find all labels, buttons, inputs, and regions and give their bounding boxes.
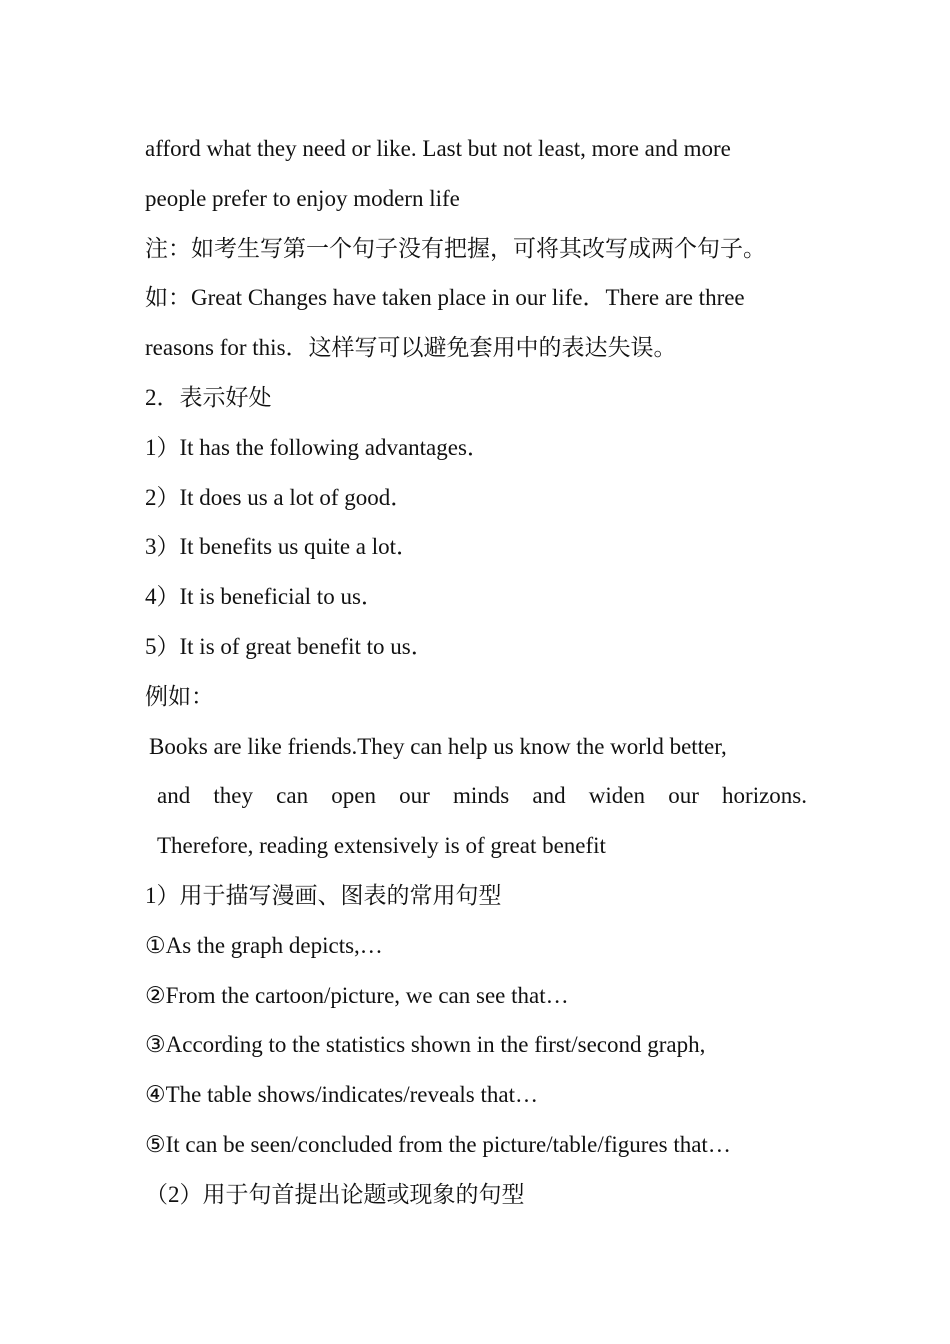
text-line: people prefer to enjoy modern life — [145, 185, 460, 211]
list-item: 1）It has the following advantages． — [145, 434, 490, 460]
list-item: 2）It does us a lot of good． — [145, 484, 414, 510]
example-line-justified — [149, 771, 807, 821]
note-example-line: 如：Great Changes have taken place in our life．There are three — [145, 285, 745, 311]
note-line: 注：如考生写第一个句子没有把握，可将其改写成两个句子。 — [145, 235, 766, 261]
list-item: ②From the cartoon/picture, we can see that… — [145, 982, 569, 1008]
example-word: minds — [453, 783, 510, 809]
example-label: 例如： — [145, 683, 214, 709]
list-item: ③According to the statistics shown in the first/second graph, — [145, 1032, 706, 1058]
example-word: they — [213, 783, 253, 809]
document-body — [145, 124, 807, 1220]
example-word: our — [399, 783, 430, 809]
section-heading: 1）用于描写漫画、图表的常用句型 — [145, 882, 502, 908]
section-heading: 2．表示好处 — [145, 384, 272, 410]
example-word: widen — [588, 783, 646, 809]
list-item: 5）It is of great benefit to us． — [145, 633, 434, 659]
list-item: ⑤It can be seen/concluded from the picture/table/figures that… — [145, 1131, 731, 1157]
example-word: horizons. — [722, 783, 807, 809]
example-line: Books are like friends.They can help us know the world better, — [149, 733, 727, 759]
example-word: and — [532, 783, 566, 809]
example-word: and — [157, 783, 191, 809]
list-item: ④The table shows/indicates/reveals that… — [145, 1082, 538, 1108]
note-example-line: reasons for this．这样写可以避免套用中的表达失误。 — [145, 335, 677, 361]
example-word: can — [276, 783, 309, 809]
text-line: afford what they need or like. Last but not least, more and more — [145, 136, 731, 161]
example-line: Therefore, reading extensively is of great benefit — [157, 833, 606, 859]
list-item: 3）It benefits us quite a lot． — [145, 534, 420, 560]
example-paragraph — [149, 722, 807, 871]
example-word: open — [331, 783, 376, 809]
section-heading: （2）用于句首提出论题或现象的句型 — [145, 1181, 525, 1207]
list-item: 4）It is beneficial to us． — [145, 584, 384, 610]
list-item: ①As the graph depicts,… — [145, 932, 383, 958]
example-word: our — [668, 783, 699, 809]
